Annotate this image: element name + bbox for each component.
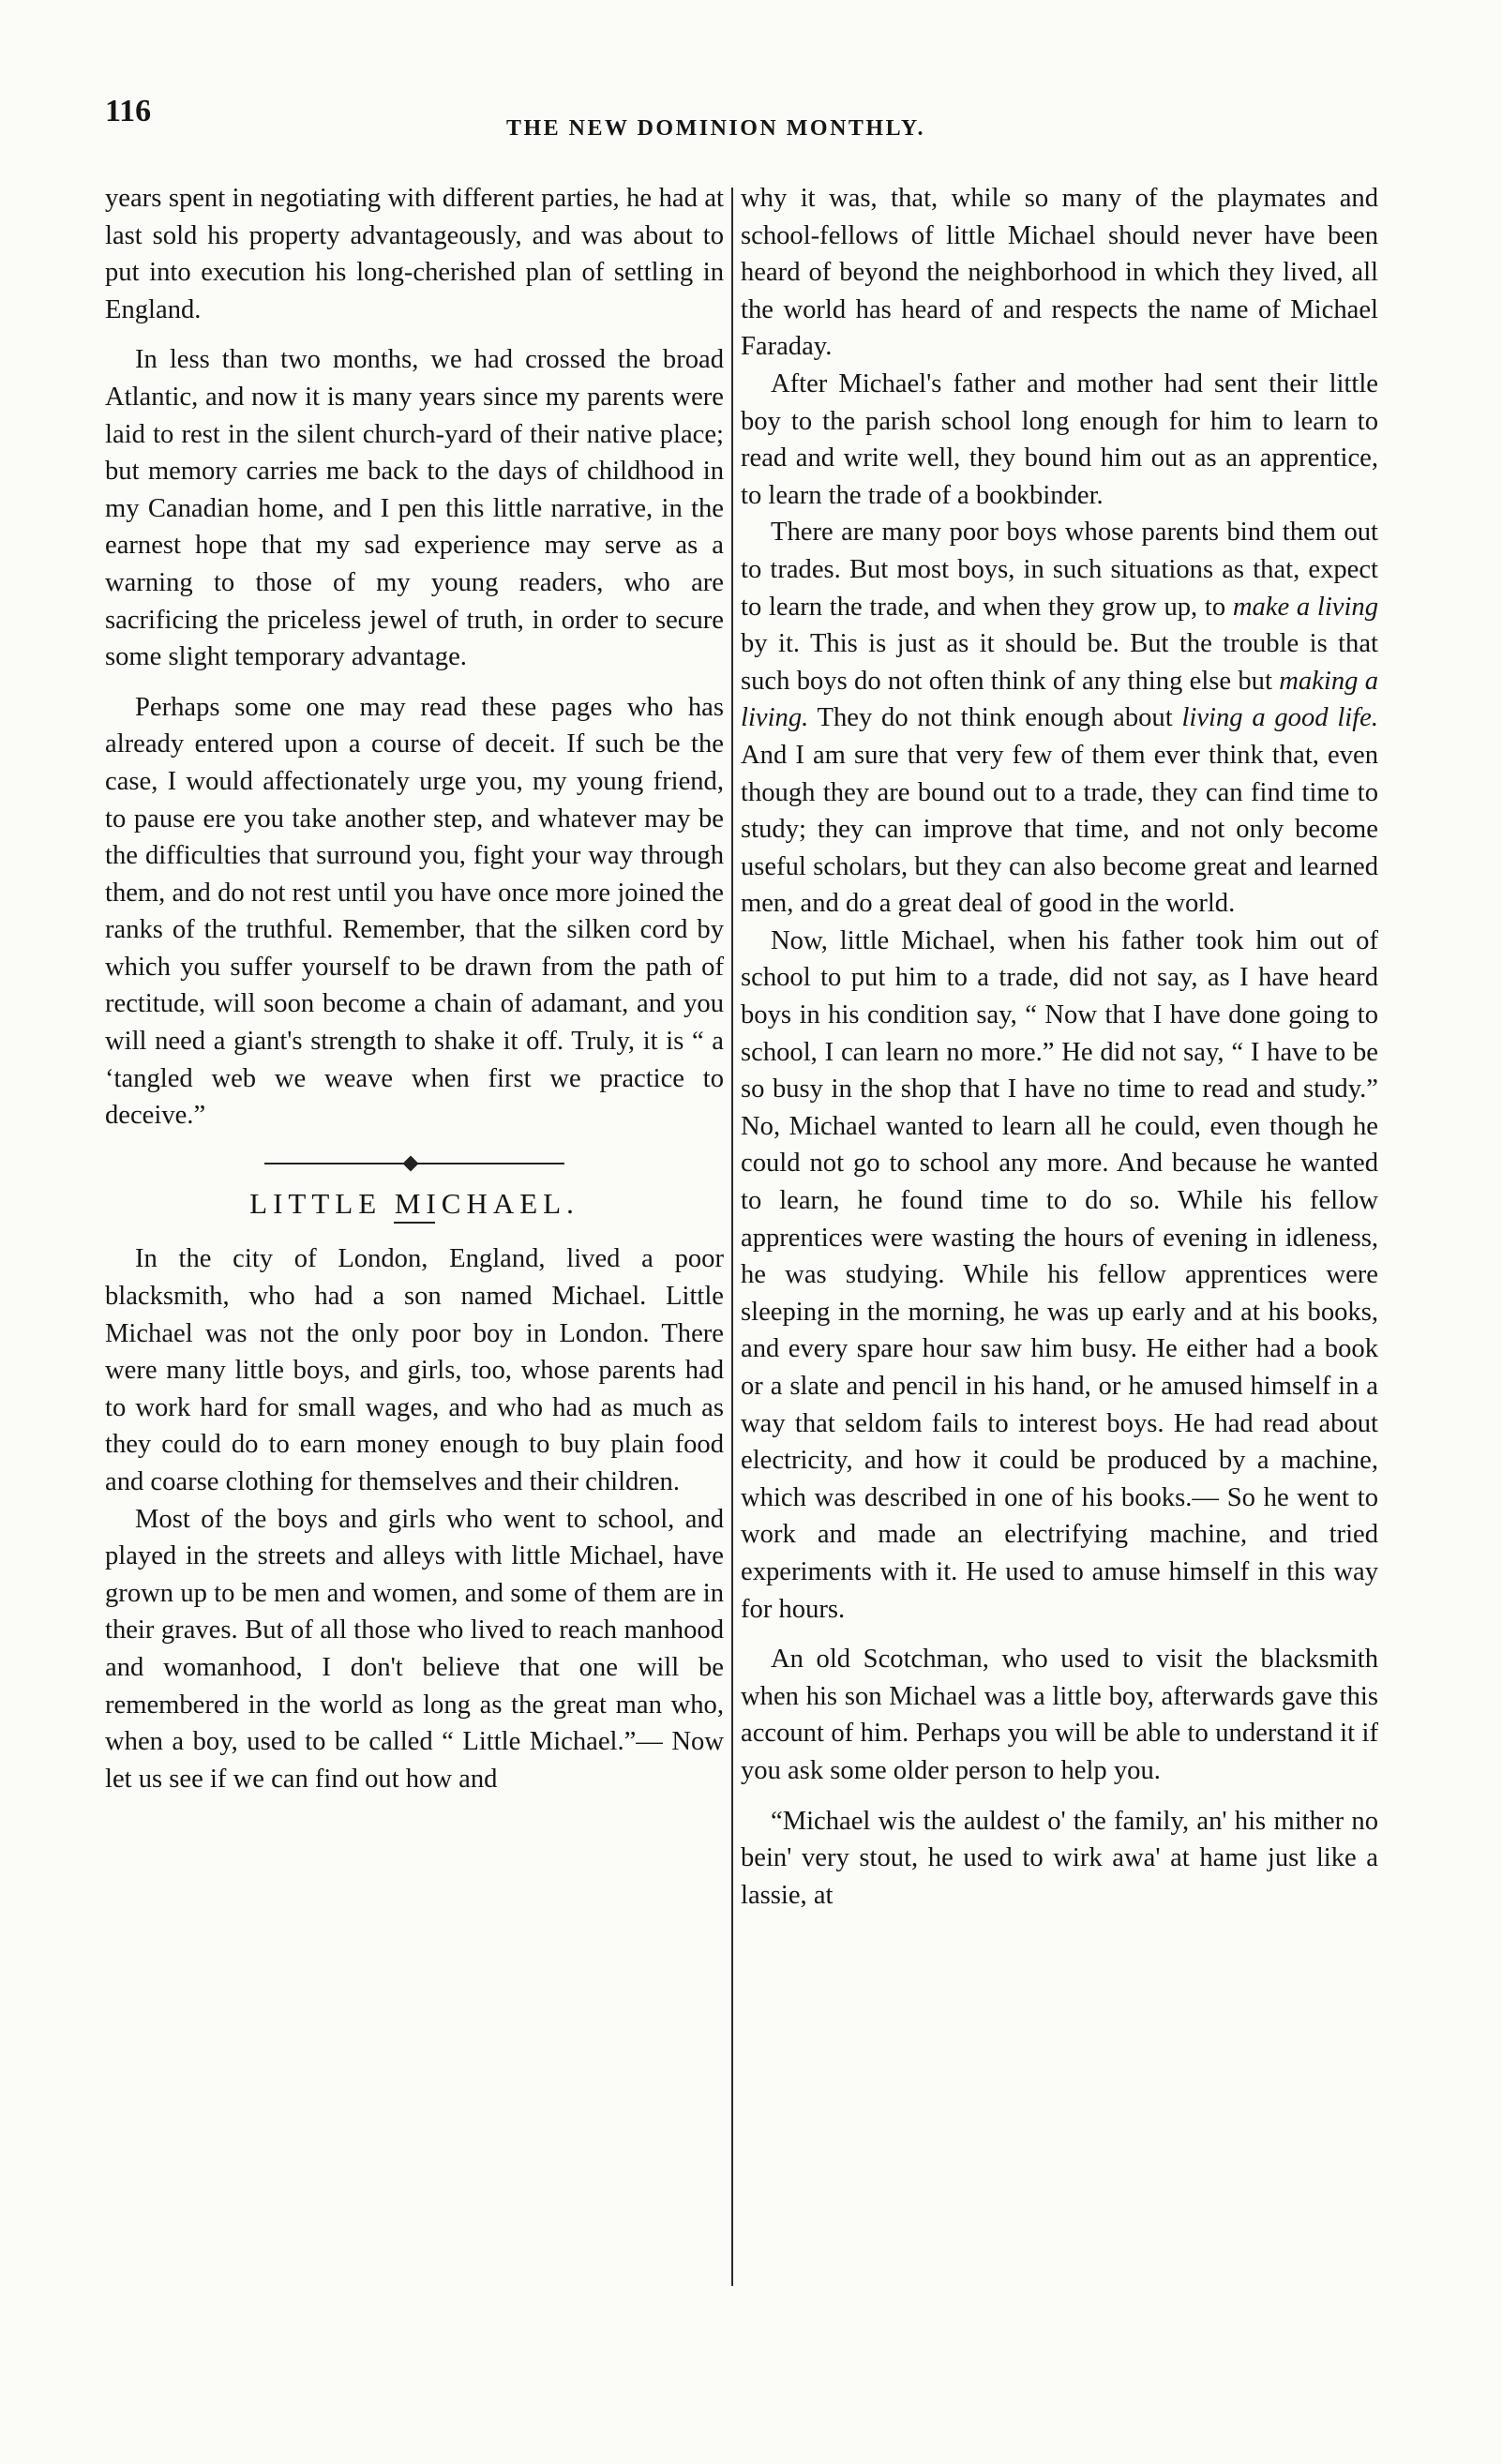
- italic-text: make a living: [1232, 592, 1378, 622]
- paragraph: Now, little Michael, when his father took him out of school to put him to a trade, did not say, as I have heard boys in his condition say, “ Now that I have done going to school, I can learn no more.” He did not say, “ I have to be so busy in the shop that I have no time to read and study.” No, Michael wanted to learn all he could, even though he could not go to school any more. And because he wanted to learn, he found time to do so. While his fellow apprentices were wasting the hours of evening in idleness, he was studying. While his fellow apprentices were sleeping in the morning, he was up early and at his books, and every spare hour saw him busy. He either had a book or a slate and pencil in his hand, or he amused himself in a way that seldom fails to interest boys. He had read about electricity, and how it could be produced by a machine, which was described in one of his books.— So he went to work and made an electrifying machine, and tried experiments with it. He used to amuse himself in this way for hours.: [741, 925, 1378, 1624]
- paragraph: [741, 514, 1378, 923]
- paragraph: After Michael's father and mother had sent their little boy to the parish school long enough for him to learn to read and write well, they bound him out as an apprentice, to learn the trade of a bookbinder.: [741, 368, 1378, 510]
- right-column: [741, 180, 1378, 2297]
- paragraph: An old Scotchman, who used to visit the blacksmith when his son Michael was a little boy, afterwards gave this account of him. Perhaps you will be able to understand it if you ask some older person to help you.: [741, 1645, 1378, 1785]
- paragraph: “Michael wis the auldest o' the family, an' his mither no bein' very stout, he used to wirk awa' at hame just like a lassie, at: [741, 1806, 1378, 1910]
- short-rule: [394, 1222, 435, 1224]
- text-run: There are many poor boys whose parents bind them out to trades. But most boys, in such situations as that, expect to learn the trade, and when they grow up, to: [741, 518, 1378, 622]
- paragraph: Perhaps some one may read these pages who has already entered upon a course of deceit. If such be the case, I would affectionately urge you, my young friend, to pause ere you take another step, and whatever may be the difficulties that surround you, fight your way through them, and do not rest until you have once more joined the ranks of the truthful. Remember, that the silken cord by which you suffer yourself to be drawn from the path of rectitude, will soon become a chain of adamant, and you will need a giant's strength to shake it off. Truly, it is “ a ‘tangled web we weave when first we practice to deceive.”: [105, 692, 724, 1131]
- column-divider: [731, 188, 733, 2286]
- italic-text: making a living.: [741, 666, 1379, 733]
- paragraph: why it was, that, while so many of the playmates and school-fellows of little Michael should never have been heard of beyond the neighborhood in which they lived, all the world has heard of and respects the name of Michael Faraday.: [741, 184, 1378, 362]
- page-number: 116: [105, 94, 152, 128]
- text-run: by it. This is just as it should be. But the trouble is that such boys do not often think of any thing else but: [741, 629, 1378, 696]
- text-run: And I am sure that very few of them ever think that, even though they are bound out to a trade, they can find time to study; they can improve that time, and not only become useful scholars, but they can also become great and learned men, and do a great deal of good in the world.: [741, 740, 1378, 919]
- paragraph: years spent in negotiating with different parties, he had at last sold his property advantageously, and was about to put into execution his long-cherished plan of settling in England.: [105, 184, 724, 324]
- running-head: THE NEW DOMINION MONTHLY.: [506, 116, 926, 141]
- paragraph: Most of the boys and girls who went to school, and played in the streets and alleys with little Michael, have grown up to be men and women, and some of them are in their graves. But of all those who lived to reach manhood and womanhood, I don't believe that one will be remembered in the world as long as the great man who, when a boy, used to be called “ Little Michael.”— Now let us see if we can find out how and: [105, 1504, 724, 1794]
- section-title: LITTLE MICHAEL.: [249, 1186, 579, 1220]
- paragraph: In less than two months, we had crossed the broad Atlantic, and now it is many years since my parents were laid to rest in the silent church-yard of their native place; but memory carries me back to the days of childhood in my Canadian home, and I pen this little narrative, in the earnest hope that my sad experience may serve as a warning to those of my young readers, who are sacrificing the priceless jewel of truth, in order to secure some slight temporary advantage.: [105, 345, 724, 672]
- left-column: [105, 180, 724, 2297]
- paragraph: In the city of London, England, lived a poor blacksmith, who had a son named Michael. Little Michael was not the only poor boy in London. There were many little boys, and girls, too, whose parents had to work hard for small wages, and who had as much as they could do to earn money enough to buy plain food and coarse clothing for themselves and their children.: [105, 1244, 724, 1496]
- italic-text: living a good life.: [1181, 703, 1378, 733]
- text-run: They do not think enough about: [808, 703, 1182, 733]
- section-ornament-rule: [264, 1155, 564, 1172]
